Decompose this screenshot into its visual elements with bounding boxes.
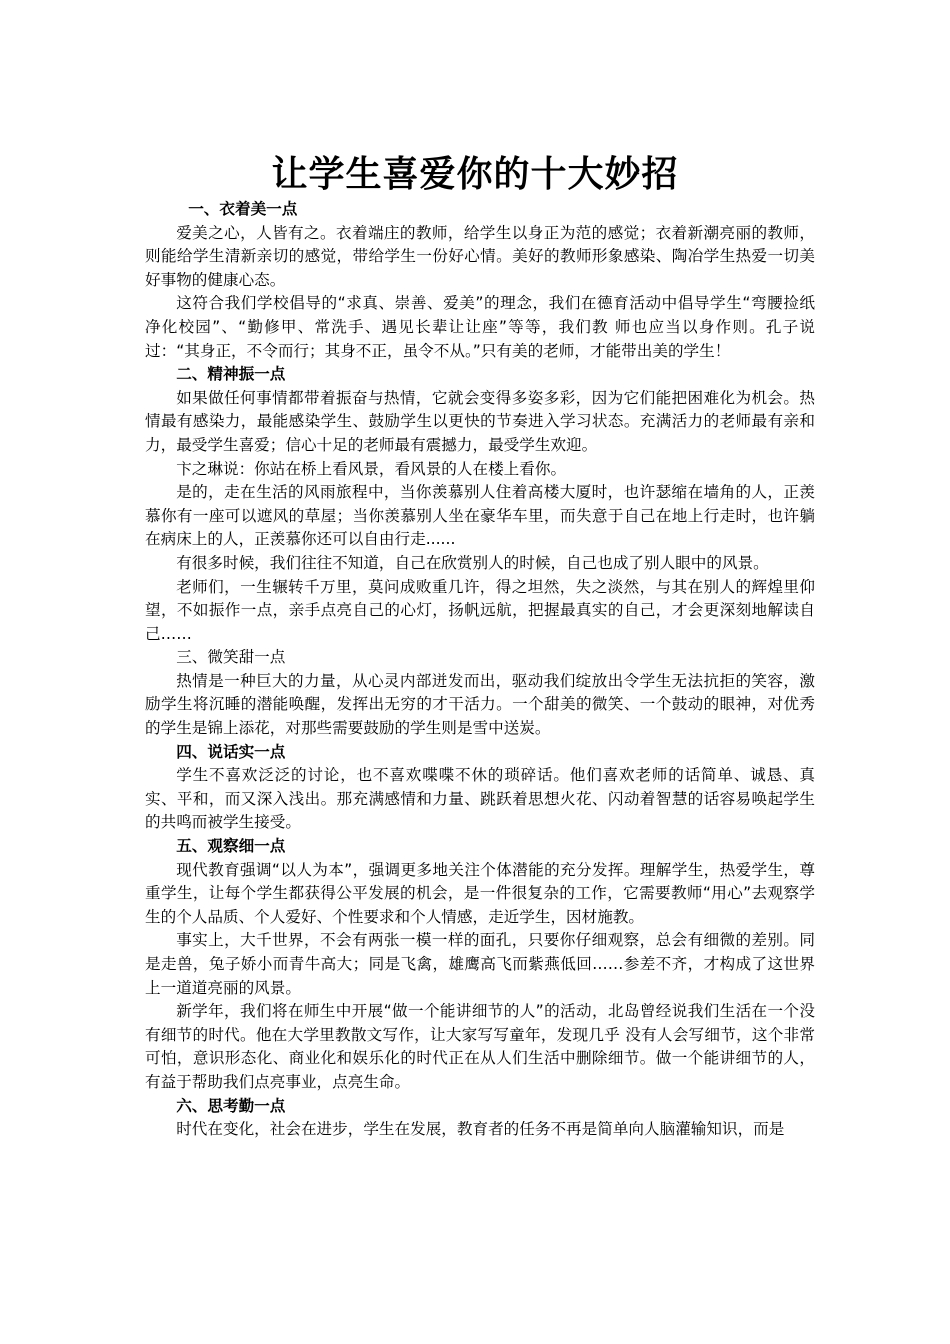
paragraph: 热情是一种巨大的力量，从心灵内部迸发而出，驱动我们绽放出令学生无法抗拒的笑容，激励学生将沉睡的潜能唤醒，发挥出无穷的才干活力。一个甜美的微笑、一个鼓动的眼神，对优秀的学生是锦上添花，对那些需要鼓励的学生则是雪中送炭。 <box>145 671 815 738</box>
paragraph: 有很多时候，我们往往不知道，自己在欣赏别人的时候，自己也成了别人眼中的风景。 <box>176 553 769 572</box>
paragraph: 老师们，一生辗转千万里，莫问成败重几许，得之坦然，失之淡然，与其在别人的辉煌里仰望，不如振作一点，亲手点亮自己的心灯，扬帆远航，把握最真实的自己，才会更深刻地解读自己…… <box>145 577 815 643</box>
document-body <box>145 198 831 1142</box>
document-title: 让学生喜爱你的十大妙招 <box>271 153 679 196</box>
paragraph: 这符合我们学校倡导的“求真、崇善、爱美”的理念，我们在德育活动中倡导学生“弯腰捡纸 净化校园”、“勤修甲、常洗手、遇见长辈让让座”等等，我们教 师也应当以身作则。孔子说过：“其身正，不令而行；其身不正，虽令不从。”只有美的老师，才能带出美的学生！ <box>145 294 831 360</box>
section-heading: 一、衣着美一点 <box>188 200 298 218</box>
paragraph: 是的，走在生活的风雨旅程中，当你羡慕别人住着高楼大厦时，也许瑟缩在墙角的人，正羡慕你有一座可以遮风的草屋；当你羡慕别人坐在豪华车里，而失意于自己在地上行走时，也许躺在病床上的人，正羡慕你还可以自由行走...... <box>145 483 815 549</box>
paragraph: 现代教育强调“以人为本”，强调更多地关注个体潜能的充分发挥。理解学生，热爱学生，尊重学生，让每个学生都获得公平发展的机会，是一件很复杂的工作，它需要教师“用心”去观察学生的个人品质、个人爱好、个性要求和个人情感，走近学生，因材施教。 <box>145 860 815 926</box>
section-heading: 五、观察细一点 <box>176 837 286 856</box>
paragraph: 事实上，大千世界，不会有两张一模一样的面孔，只要你仔细观察，总会有细微的差别。同是走兽，兔子娇小而青牛高大；同是飞禽，雄鹰高飞而紫燕低回……参差不齐，才构成了这世界上一道道亮丽的风景。 <box>145 931 815 997</box>
paragraph: 如果做任何事情都带着振奋与热情，它就会变得多姿多彩，因为它们能把困难化为机会。热情最有感染力，最能感染学生、鼓励学生以更快的节奏进入学习状态。充满活力的老师最有亲和力，最受学生喜爱；信心十足的老师最有震撼力，最受学生欢迎。 <box>145 388 815 454</box>
paragraph: 时代在变化，社会在进步，学生在发展，教育者的任务不再是简单向人脑灌输知识，而是 <box>176 1120 785 1139</box>
section-heading: 四、说话实一点 <box>176 742 286 761</box>
paragraph: 爱美之心，人皆有之。衣着端庄的教师，给学生以身正为范的感觉；衣着新潮亮丽的教师，则能给学生清新亲切的感觉，带给学生一份好心情。美好的教师形象感染、陶冶学生热爱一切美好事物的健康心态。 <box>145 223 815 289</box>
paragraph: 学生不喜欢泛泛的讨论，也不喜欢喋喋不休的琐碎话。他们喜欢老师的话简单、诚恳、真实、平和，而又深入浅出。那充满感情和力量、跳跃着思想火花、闪动着智慧的话容易唤起学生的共鸣而被学生接受。 <box>145 766 815 832</box>
paragraph: 卞之琳说：你站在桥上看风景，看风景的人在楼上看你。 <box>176 459 567 478</box>
paragraph: 新学年，我们将在师生中开展“做一个能讲细节的人”的活动，北岛曾经说我们生活在一个没有细节的时代。他在大学里教散文写作，让大家写写童年，发现几乎 没有人会写细节，这个非常可怕，意识形态化、商业化和娱乐化的时代正在从人们生活中删除细节。做一个能讲细节的人，有益于帮助我们点亮事业，点亮生命。 <box>145 1002 815 1091</box>
section-heading: 六、思考勤一点 <box>176 1096 286 1115</box>
section-heading: 三、微笑甜一点 <box>176 648 286 667</box>
section-heading: 二、精神振一点 <box>176 365 286 384</box>
